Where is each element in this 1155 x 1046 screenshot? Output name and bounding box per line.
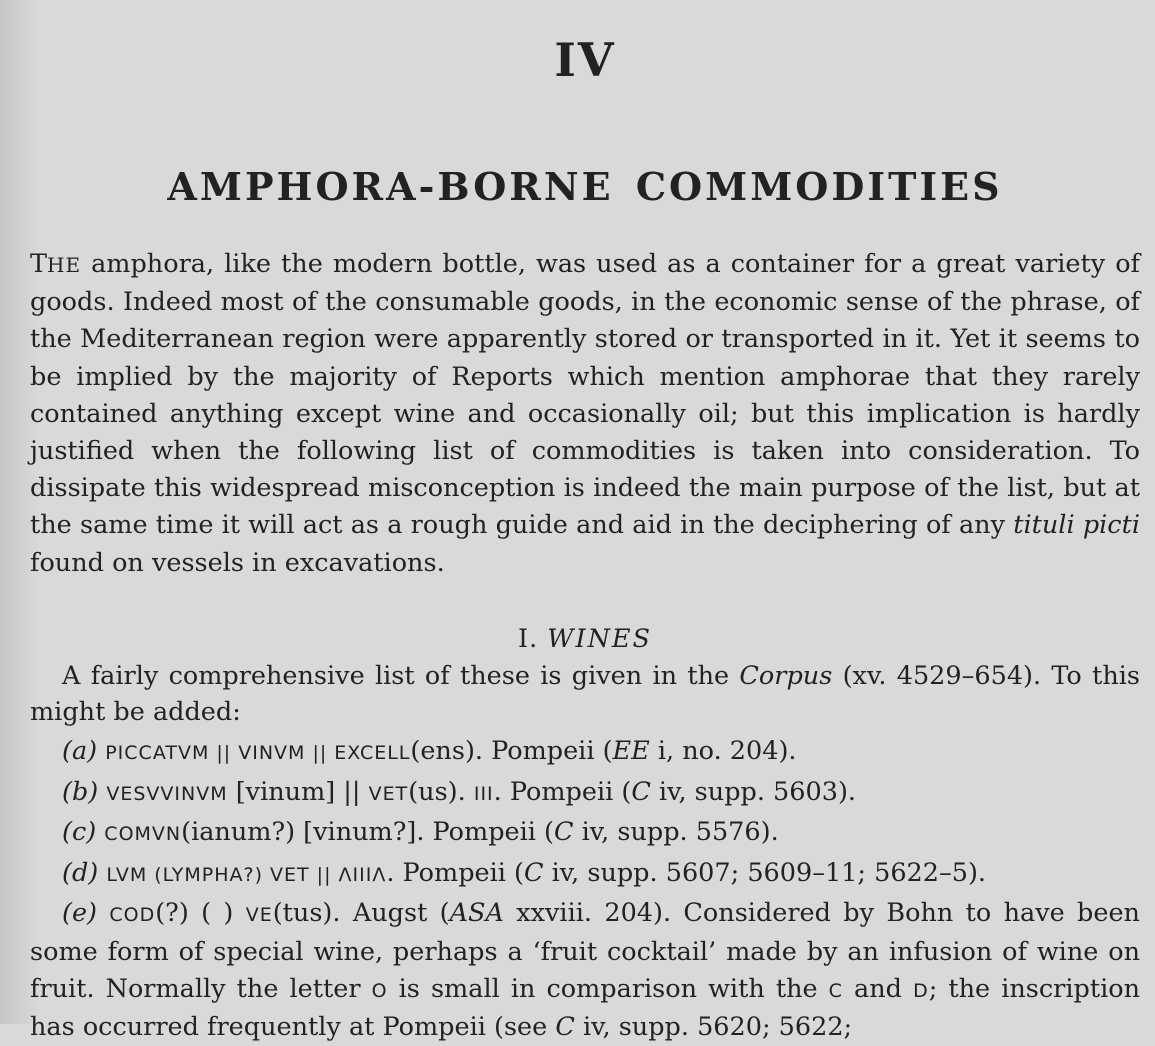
item-label: (c) — [62, 817, 97, 848]
item-label: (a) — [62, 736, 98, 767]
item-label: (b) — [62, 776, 99, 807]
item-italic: C — [523, 857, 544, 888]
inscription: PICCATVM || VINVM || EXCELL — [105, 742, 411, 765]
inscription: O — [371, 979, 388, 1002]
intro-paragraph — [30, 246, 1140, 582]
item-text: ; the inscription has occurred frequently at Pompeii (see — [30, 973, 1140, 1043]
list-item-c — [30, 814, 1140, 853]
item-text: (?) ( ) — [155, 898, 246, 929]
item-italic: C — [631, 776, 651, 807]
inscription: D — [913, 979, 929, 1002]
item-text: iv, supp. 5603). — [650, 776, 856, 807]
section-title: WINES — [547, 623, 652, 654]
inscription: VESVVINVM — [106, 782, 228, 805]
list-item-e — [30, 895, 1140, 1045]
lead-text: A fairly comprehensive list of these is given in the — [62, 660, 740, 691]
section-number: I. — [518, 623, 539, 654]
section-heading — [30, 622, 1140, 656]
inscription: C — [828, 979, 843, 1002]
chapter-title: AMPHORA-BORNE COMMODITIES — [167, 164, 1003, 209]
item-label: (e) — [62, 898, 97, 929]
lead-italic: Corpus — [739, 660, 833, 691]
inscription: VE — [245, 904, 273, 927]
item-italic: C — [554, 817, 574, 848]
inscription: LVM (LYMPHA?) VET || ΛIIIΛ — [106, 863, 387, 886]
chapter-number: IV — [554, 33, 616, 87]
inscription: VET — [368, 782, 409, 805]
list-item-b — [30, 774, 1140, 813]
intro-text-end: found on vessels in excavations. — [30, 547, 445, 578]
item-text: . Pompeii ( — [386, 857, 524, 888]
item-italic: ASA — [449, 898, 504, 929]
item-text: iv, supp. 5607; 5609–11; 5622–5). — [543, 857, 987, 888]
inscription: COD — [109, 904, 156, 927]
item-text: xxviii. 204). Considered by Bohn to have been some form of special wine, perhaps a ‘fruit cocktail’ made by an infusion of wine on fruit. Normally the letter — [30, 898, 1140, 1004]
item-text: iv, supp. 5620; 5622; — [574, 1012, 853, 1043]
item-text: iv, supp. 5576). — [573, 817, 779, 848]
dropcap-smallcaps: HE — [47, 253, 82, 277]
list-item-a — [30, 733, 1140, 772]
item-italic: C — [555, 1012, 575, 1043]
item-text: [vinum] || — [227, 776, 369, 807]
item-text: is small in comparison with the — [387, 973, 829, 1004]
item-text: (tus). Augst ( — [272, 898, 450, 929]
list-item-d — [30, 855, 1140, 894]
lead-text-end: (xv. 4529–654). To this might be added: — [30, 660, 1140, 728]
book-page — [30, 0, 1140, 1046]
item-italic: EE — [612, 736, 650, 767]
item-text: and — [842, 973, 914, 1004]
item-text: (ens). Pompeii ( — [410, 736, 613, 767]
item-label: (d) — [62, 857, 99, 888]
dropcap-letter: T — [30, 249, 48, 279]
inscription: III — [473, 782, 494, 805]
item-text: i, no. 204). — [649, 736, 797, 767]
inscription: COMVN — [104, 823, 182, 846]
intro-italic: tituli picti — [1013, 510, 1140, 541]
item-text: (ianum?) [vinum?]. Pompeii ( — [181, 817, 554, 848]
lead-paragraph — [30, 658, 1140, 731]
intro-text: amphora, like the modern bottle, was used as a container for a great variety of goods. Indeed most of the consumable goods, in the economic sense of the phrase, of the Mediterranean region were apparently stored or transported in it. Yet it seems to be implied by the majority of Reports which mention amphorae that they rarely contained anything except wine and occasionally oil; but this implication is hardly justified when the following list of commodities is taken into consideration. To dissipate this widespread misconception is indeed the main purpose of the list, but at the same time it will act as a rough guide and aid in the deciphering of any — [30, 249, 1140, 541]
item-text: (us). — [408, 776, 474, 807]
item-text: . Pompeii ( — [493, 776, 632, 807]
